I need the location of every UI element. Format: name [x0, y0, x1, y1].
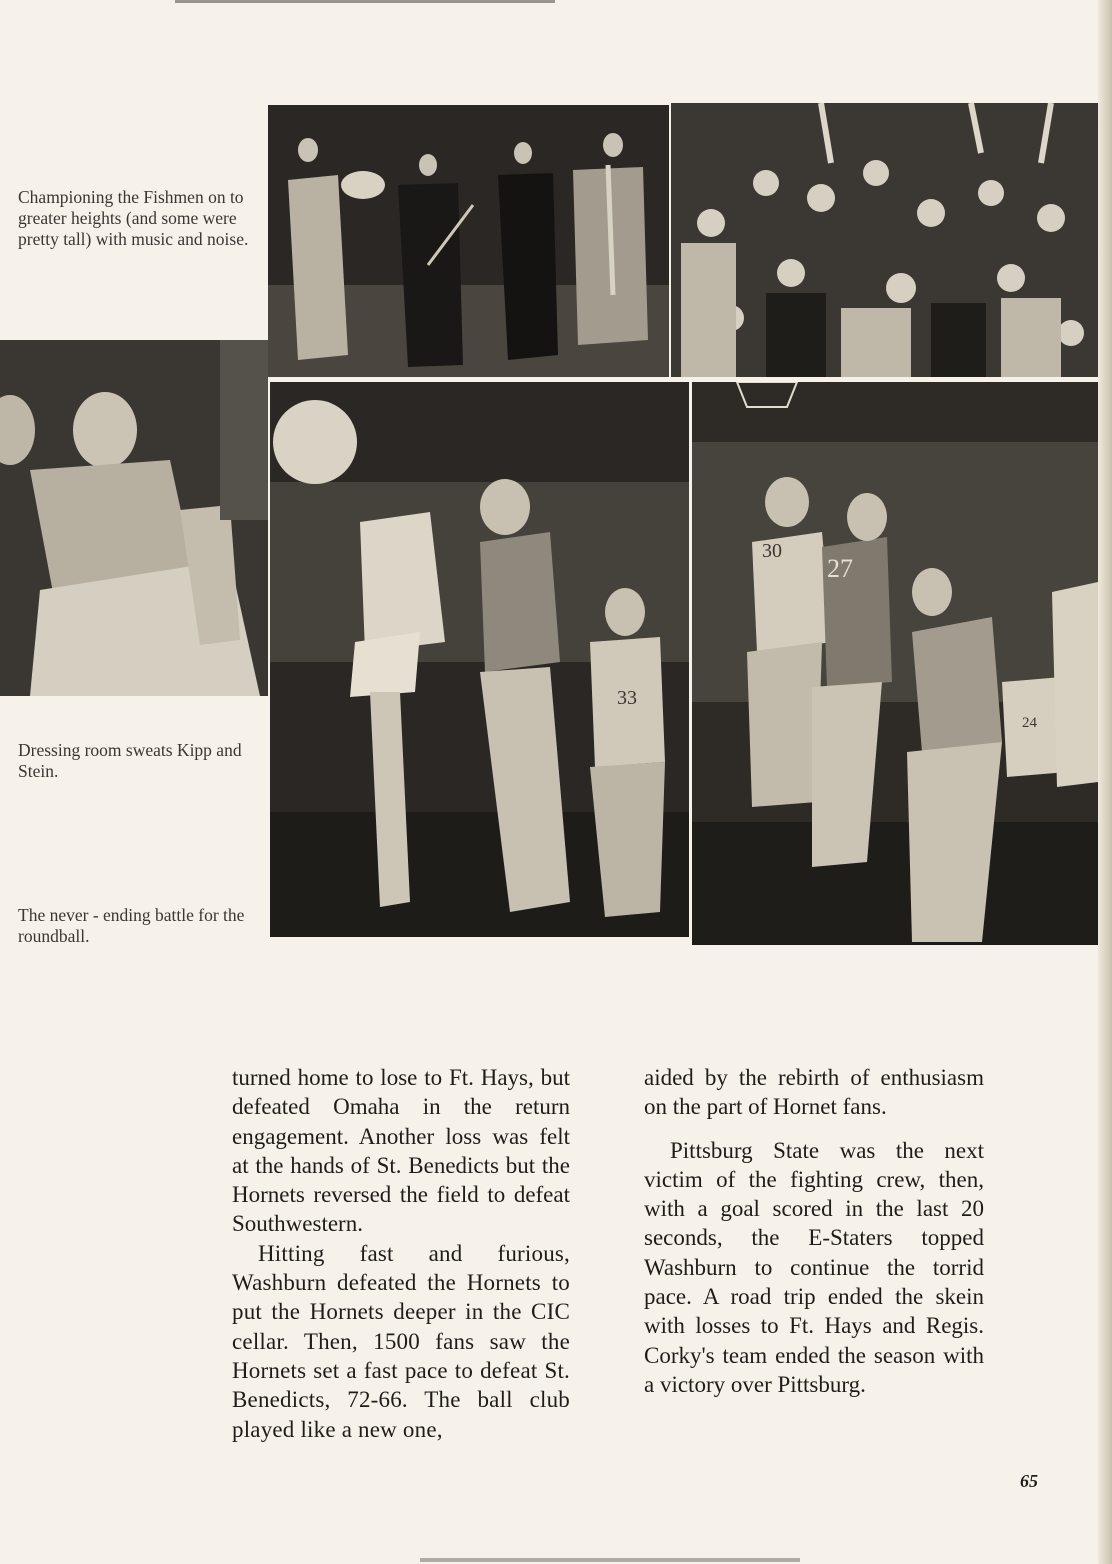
photo-basketball-jump	[270, 382, 689, 937]
paragraph: turned home to lose to Ft. Hays, but defeated Omaha in the return engagement. Another loss was felt at the hands of St. Benedicts but the Hornets reversed the field to defeat Southwestern.	[232, 1065, 570, 1237]
body-column-1	[232, 1063, 570, 1444]
photo-cheering-crowd	[671, 103, 1098, 377]
caption-battle: The never - ending battle for the roundball.	[18, 905, 245, 946]
page-number: 65	[1020, 1471, 1038, 1491]
caption-dressing-room: Dressing room sweats Kipp and Stein.	[18, 740, 242, 781]
jersey-number-30: 30	[762, 540, 782, 562]
photo-dressing-room	[0, 340, 268, 696]
photo-basketball-rebound	[692, 382, 1098, 945]
paragraph: Hitting fast and furious, Washburn defeated the Hornets to put the Hornets deeper in the CIC cellar. Then, 1500 fans saw the Hornets set a fast pace to defeat St. Benedicts, 72-66. The ball club played like a new one,	[232, 1240, 570, 1442]
jersey-number-27: 27	[827, 554, 853, 583]
top-edge-mark	[175, 0, 555, 3]
paragraph: Pittsburg State was the next victim of the fighting crew, then, with a goal scored in the last 20 seconds, the E-Staters topped Washburn to continue the torrid pace. A road trip ended the skein with losses to Ft. Hays and Regis. Corky's team ended the season with a victory over Pittsburg.	[644, 1137, 984, 1397]
page-edge	[1098, 0, 1112, 1564]
jersey-number-24: 24	[1022, 715, 1037, 731]
photo-band-marching	[268, 105, 669, 377]
bottom-edge-mark	[420, 1558, 800, 1562]
paragraph: aided by the rebirth of enthusiasm on the part of Hornet fans.	[644, 1065, 984, 1120]
caption-band: Championing the Fishmen on to greater heights (and some were pretty tall) with music and noise.	[18, 187, 249, 249]
body-column-2	[644, 1063, 984, 1399]
jersey-number-33: 33	[617, 687, 637, 709]
